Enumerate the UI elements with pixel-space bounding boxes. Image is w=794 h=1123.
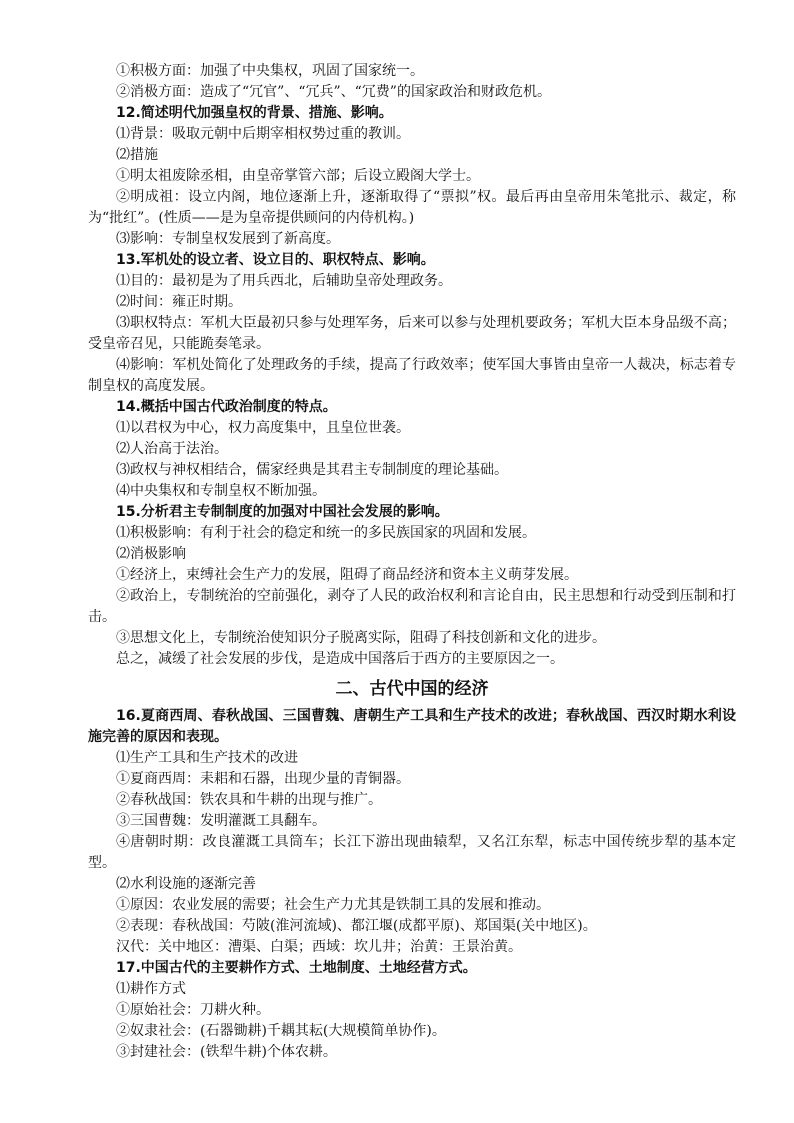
text-line: ①原始社会：刀耕火种。 [116,1002,270,1018]
question-heading: 17.中国古代的主要耕作方式、土地制度、土地经营方式。 [116,960,477,976]
text-line: ②表现：春秋战国：芍陂(淮河流域)、都江堰(成都平原)、郑国渠(关中地区)。 [116,918,597,934]
text-line: ③三国曹魏：发明灌溉工具翻车。 [116,813,326,829]
text-line: ⑴耕作方式 [116,981,186,997]
text-line: ②春秋战国：铁农具和牛耕的出现与推广。 [116,792,382,808]
text-line: ③思想文化上，专制统治使知识分子脱离实际，阻碍了科技创新和文化的进步。 [116,630,606,646]
question-heading: 14.概括中国古代政治制度的特点。 [116,399,337,415]
text-line: ⑶职权特点：军机大臣最初只参与处理军务，后来可以参与处理机要政务；军机大臣本身品级不高；受皇帝召见，只能跪奏笔录。 [88,315,736,352]
text-line: 总之，减缓了社会发展的步伐，是造成中国落后于西方的主要原因之一。 [116,651,564,667]
text-line: ⑵时间：雍正时期。 [116,294,242,310]
text-line: ⑴目的：最初是为了用兵西北，后辅助皇帝处理政务。 [116,273,452,289]
text-line: ⑵消极影响 [116,546,186,562]
document-body [88,61,736,1063]
section-title: 二、古代中国的经济 [335,679,489,699]
text-line: ⑶政权与神权相结合，儒家经典是其君主专制制度的理论基础。 [116,462,508,478]
text-line: ⑴以君权为中心，权力高度集中，且皇位世袭。 [116,420,410,436]
text-line: ①明太祖废除丞相，由皇帝掌管六部；后设立殿阁大学士。 [116,168,480,184]
text-line: ④唐朝时期：改良灌溉工具筒车；长江下游出现曲辕犁，又名江东犁，标志中国传统步犁的基本定型。 [88,834,736,871]
text-line: ①夏商西周：耒耜和石器，出现少量的青铜器。 [116,771,410,787]
text-line: ⑷中央集权和专制皇权不断加强。 [116,483,326,499]
text-line: ③封建社会：(铁犁牛耕)个体农耕。 [116,1044,337,1060]
text-line: ①积极方面：加强了中央集权，巩固了国家统一。 [116,63,424,79]
text-line: ①原因：农业发展的需要；社会生产力尤其是铁制工具的发展和推动。 [116,897,550,913]
question-heading: 13.军机处的设立者、设立目的、职权特点、影响。 [116,252,435,268]
text-line: ⑴积极影响：有利于社会的稳定和统一的多民族国家的巩固和发展。 [116,525,536,541]
text-line: ⑵水利设施的逐渐完善 [116,876,256,892]
text-line: ②奴隶社会：(石器锄耕)千耦其耘(大规模简单协作)。 [116,1023,446,1039]
text-line: ②消极方面：造成了“冗官”、“冗兵”、“冗费”的国家政治和财政危机。 [116,84,551,100]
text-line: ⑵人治高于法治。 [116,441,228,457]
text-line: 汉代：关中地区：漕渠、白渠；西域：坎儿井；治黄：王景治黄。 [116,939,522,955]
text-line: ⑶影响：专制皇权发展到了新高度。 [116,231,340,247]
text-line: ⑵措施 [116,147,158,163]
question-heading: 15.分析君主专制制度的加强对中国社会发展的影响。 [116,504,449,520]
text-line: ⑴背景：吸取元朝中后期宰相权势过重的教训。 [116,126,410,142]
text-line: ①经济上，束缚社会生产力的发展，阻碍了商品经济和资本主义萌芽发展。 [116,567,578,583]
text-line: ⑴生产工具和生产技术的改进 [116,750,298,766]
question-heading: 16.夏商西周、春秋战国、三国曹魏、唐朝生产工具和生产技术的改进；春秋战国、西汉时期水利设施完善的原因和表现。 [88,708,736,745]
text-line: ②明成祖：设立内阁，地位逐渐上升，逐渐取得了“票拟”权。最后再由皇帝用朱笔批示、裁定，称为“批红”。(性质——是为皇帝提供顾问的内侍机构。) [88,189,736,226]
text-line: ⑷影响：军机处简化了处理政务的手续，提高了行政效率；使军国大事皆由皇帝一人裁决，标志着专制皇权的高度发展。 [88,357,736,394]
text-line: ②政治上，专制统治的空前强化，剥夺了人民的政治权利和言论自由，民主思想和行动受到压制和打击。 [88,588,736,625]
question-heading: 12.简述明代加强皇权的背景、措施、影响。 [116,105,393,121]
